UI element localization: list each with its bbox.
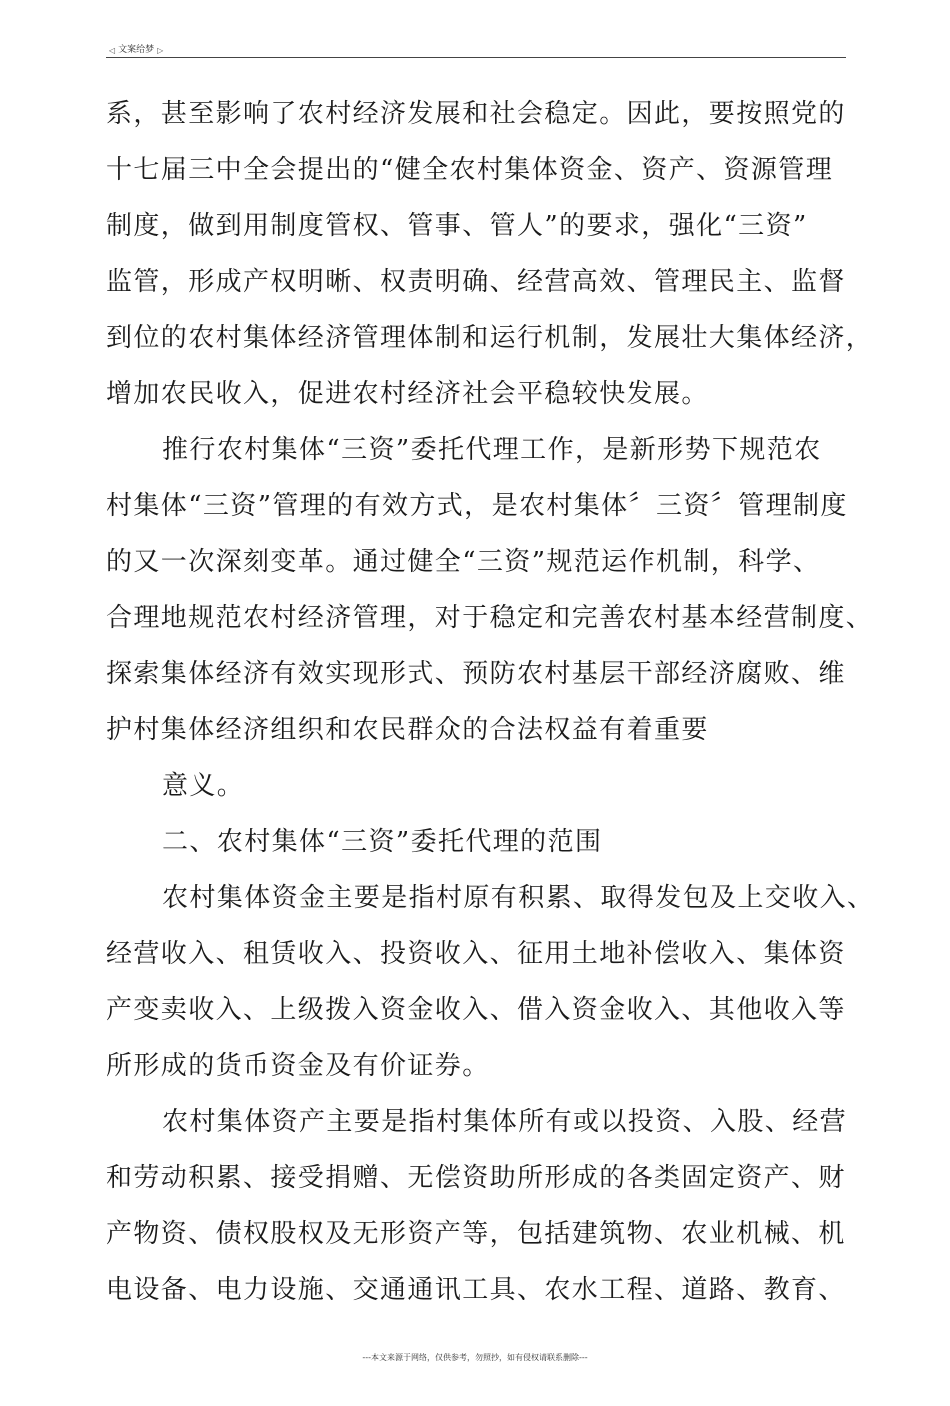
text-line: 监管，形成产权明晰、权责明确、经营高效、管理民主、监督 [106,267,846,297]
text-line: 所形成的货币资金及有价证券。 [106,1051,490,1081]
header-title: 文案给梦 [118,45,155,55]
text-line: 系，甚至影响了农村经济发展和社会稳定。因此，要按照党的 [106,99,846,129]
text-line: 十七届三中全会提出的“健全农村集体资金、资产、资源管理 [106,155,834,185]
text-line: 护村集体经济组织和农民群众的合法权益有着重要 [106,715,709,745]
text-line: 制度，做到用制度管权、管事、管人”的要求，强化“三资” [106,211,808,241]
text-line: 农村集体资产主要是指村集体所有或以投资、入股、经营 [162,1107,848,1137]
text-line: 农村集体资金主要是指村原有积累、取得发包及上交收入、 [162,883,875,913]
text-line: 意义。 [162,771,245,801]
left-triangle-icon: ◁ [109,46,116,55]
text-line: 经营收入、租赁收入、投资收入、征用土地补偿收入、集体资 [106,939,846,969]
text-line: 的又一次深刻变革。通过健全“三资”规范运作机制，科学、 [106,547,821,577]
text-line: 村集体“三资”管理的有效方式，是农村集体〞三资〞管理制度 [106,491,848,521]
page-header [106,41,846,58]
text-line: 和劳动积累、接受捐赠、无偿资助所形成的各类固定资产、财 [106,1163,846,1193]
right-triangle-icon: ▷ [157,46,164,55]
text-line: 合理地规范农村经济管理，对于稳定和完善农村基本经营制度、 [106,603,874,633]
document-body [106,86,875,1318]
text-line: 增加农民收入，促进农村经济社会平稳较快发展。 [106,379,709,409]
page-footer: ---本文来源于网络，仅供参考，勿照抄，如有侵权请联系删除--- [362,1353,588,1362]
text-line: 到位的农村集体经济管理体制和运行机制，发展壮大集体经济， [106,323,874,353]
section-heading: 二、农村集体“三资”委托代理的范围 [162,827,603,857]
text-line: 探索集体经济有效实现形式、预防农村基层干部经济腐败、维 [106,659,846,689]
text-line: 产变卖收入、上级拨入资金收入、借入资金收入、其他收入等 [106,995,846,1025]
text-line: 电设备、电力设施、交通通讯工具、农水工程、道路、教育、 [106,1275,846,1305]
text-line: 推行农村集体“三资”委托代理工作，是新形势下规范农 [162,435,822,465]
text-line: 产物资、债权股权及无形资产等，包括建筑物、农业机械、机 [106,1219,846,1249]
